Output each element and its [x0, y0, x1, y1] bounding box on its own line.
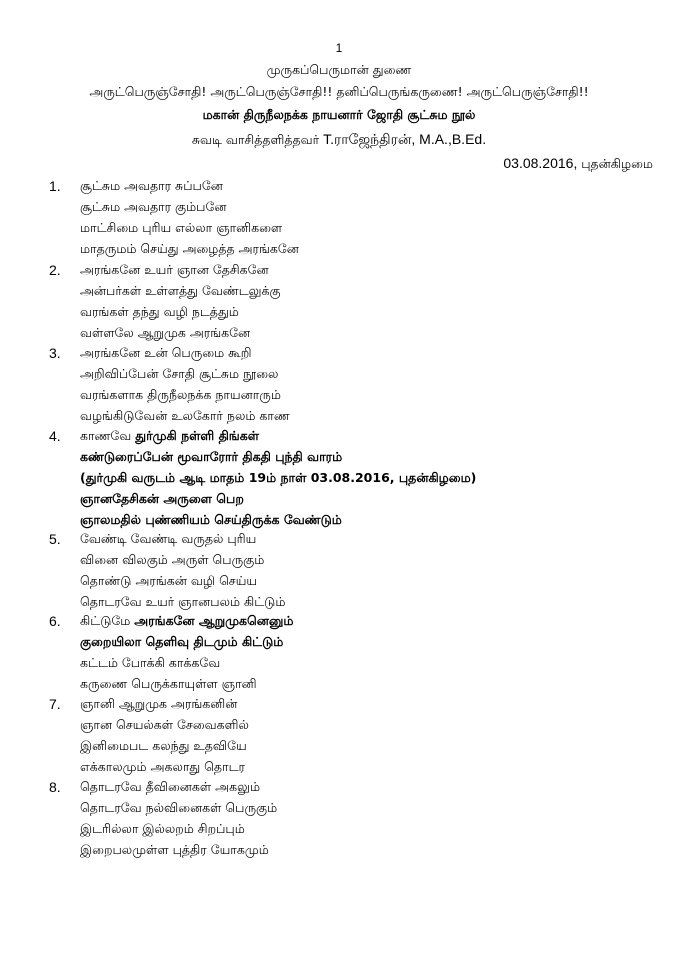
- stanza-line: அரங்கனே உன் பெருமை கூறி: [80, 345, 252, 360]
- stanza-line: இறைபலமுள்ள புத்திர யோகமும்: [80, 842, 269, 857]
- stanza-line: இடரில்லா இல்லறம் சிறப்பும்: [80, 821, 245, 836]
- page-number: 1: [335, 41, 343, 55]
- stanza-number: 4.: [49, 428, 61, 444]
- stanza-line: எக்காலமும் அகலாது தொடர: [80, 759, 245, 774]
- stanza-line: தொடரவே உயர் ஞானபலம் கிட்டும்: [80, 594, 286, 609]
- stanza-line: வரங்களாக திருநீலநக்க நாயனாரும்: [80, 387, 281, 402]
- stanza-line: அரங்கனே உயர் ஞான தேசிகனே: [80, 262, 269, 277]
- stanza-line: ஞான செயல்கள் சேவைகளில்: [80, 717, 249, 732]
- stanza-number: 5.: [49, 531, 61, 547]
- author-prefix: சுவடி வாசித்தளித்தவர்: [191, 132, 324, 147]
- stanza-number: 2.: [49, 262, 61, 278]
- stanza-number: 7.: [49, 696, 61, 712]
- stanza-number: 3.: [49, 345, 61, 361]
- stanza-line: அன்பர்கள் உள்ளத்து வேண்டலுக்கு: [80, 283, 281, 298]
- stanza-line: தொண்டு அரங்கன் வழி செய்ய: [80, 573, 258, 588]
- stanza-line: தொடரவே நல்வினைகள் பெருகும்: [80, 800, 278, 815]
- stanza-line: (துர்முகி வருடம் ஆடி மாதம் 19ம் நாள் 03.08.2016, புதன்கிழமை): [80, 470, 477, 485]
- stanza-number: 1.: [49, 178, 61, 194]
- stanza-line: குறையிலா தெளிவு திடமும் கிட்டும்: [80, 634, 284, 649]
- stanza-line-bold: அரங்கனே ஆறுமுகனெனும்: [134, 613, 294, 628]
- stanza-line: ஞாலமதில் புண்ணியம் செய்திருக்க வேண்டும்: [80, 512, 342, 527]
- stanza-line: கருணை பெருக்காயுள்ள ஞானி: [80, 676, 257, 691]
- stanza-line: வழங்கிடுவேன் உலகோர் நலம் காண: [80, 408, 290, 423]
- stanza-number: 8.: [49, 779, 61, 795]
- author-name: T.ராஜேந்திரன், M.A.,B.Ed.: [323, 131, 487, 147]
- stanza-line: வள்ளலே ஆறுமுக அரங்கனே: [80, 325, 251, 340]
- stanza-line: மாதருமம் செய்து அழைத்த அரங்கனே: [80, 241, 299, 256]
- stanza-number: 6.: [49, 613, 61, 629]
- stanza-line: இனிமைபட கலந்து உதவியே: [80, 738, 247, 753]
- stanza-line-plain: கிட்டுமே: [80, 613, 135, 628]
- author-line: [0, 131, 678, 150]
- stanza-line: தொடரவே தீவினைகள் அகலும்: [80, 779, 261, 794]
- stanza-line: வேண்டி வேண்டி வருதல் புரிய: [80, 531, 257, 546]
- invocation-line: முருகப்பெருமான் துணை: [266, 62, 412, 77]
- stanza-line: [80, 613, 293, 629]
- stanza-line-plain: காணவே: [80, 428, 136, 443]
- date-weekday: புதன்கிழமை: [581, 156, 653, 171]
- stanza-line: வரங்கள் தந்து வழி நடத்தும்: [80, 304, 239, 319]
- document-date: [503, 155, 653, 173]
- stanza-line-bold: துர்முகி நள்ளி திங்கள்: [135, 428, 260, 443]
- stanza-line: [80, 428, 259, 444]
- date-number: 03.08.2016,: [503, 155, 582, 171]
- document-title: மகான் திருநீலநக்க நாயனார் ஜோதி சூட்சும நூல்: [202, 107, 476, 122]
- stanza-line: வினை விலகும் அருள் பெருகும்: [80, 552, 265, 567]
- invocation-chant: அருட்பெருஞ்சோதி! அருட்பெருஞ்சோதி!! தனிப்பெருங்கருணை! அருட்பெருஞ்சோதி!!: [89, 84, 589, 99]
- stanza-line: ஞானதேசிகன் அருளை பெற: [80, 491, 244, 506]
- stanza-line: மாட்சிமை புரிய எல்லா ஞானிகளை: [80, 220, 283, 235]
- stanza-line: கட்டம் போக்கி காக்கவே: [80, 655, 221, 670]
- stanza-line: சூட்சும அவதார சுப்பனே: [80, 178, 223, 193]
- stanza-line: அறிவிப்பேன் சோதி சூட்சும நூலை: [80, 366, 279, 381]
- stanza-line: ஞானி ஆறுமுக அரங்கனின்: [80, 696, 238, 711]
- stanza-line: சூட்சும அவதார கும்பனே: [80, 199, 227, 214]
- stanza-line: கண்டுரைப்பேன் மூவாரோர் திகதி புந்தி வாரம்: [80, 449, 343, 464]
